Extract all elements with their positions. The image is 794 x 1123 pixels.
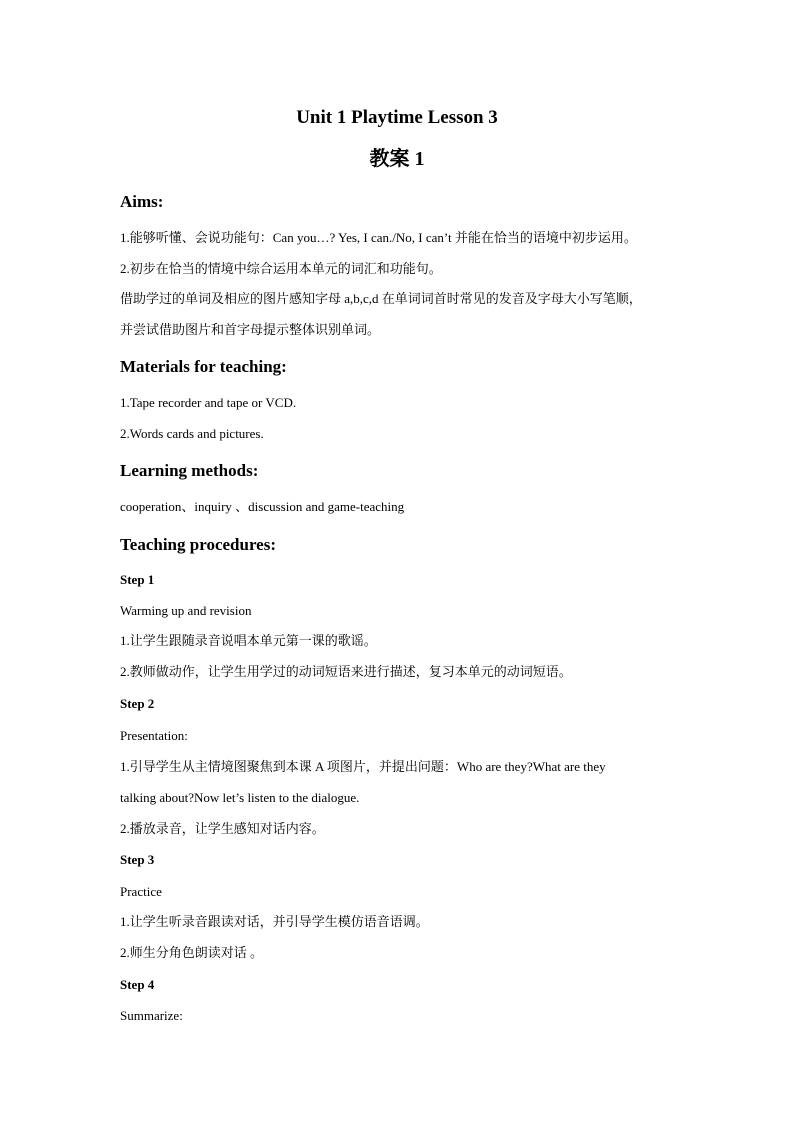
step-2-line-3: talking about?Now let’s listen to the dialogue. [120,790,360,805]
step-4-label: Step 4 [120,977,155,992]
step-2-line-4: 2.播放录音，让学生感知对话内容。 [120,821,325,836]
aims-line-4: 并尝试借助图片和首字母提示整体识别单词。 [120,322,381,337]
methods-line-1: cooperation、inquiry 、discussion and game-teaching [120,499,405,514]
step-2-label: Step 2 [120,696,155,711]
methods-heading: Learning methods: [120,461,259,480]
document-title: Unit 1 Playtime Lesson 3 [296,107,498,128]
step-3-line-2: 1.让学生听录音跟读对话，并引导学生模仿语音语调。 [120,914,429,929]
materials-heading: Materials for teaching: [120,357,287,376]
aims-line-3: 借助学过的单词及相应的图片感知字母 a,b,c,d 在单词词首时常见的发音及字母大小写笔顺， [120,291,642,306]
step-1-line-3: 2.教师做动作，让学生用学过的动词短语来进行描述，复习本单元的动词短语。 [120,664,572,679]
step-2-line-2: 1.引导学生从主情境图聚焦到本课 A 项图片，并提出问题：Who are they?What are they [120,759,606,774]
aims-line-2: 2.初步在恰当的情境中综合运用本单元的词汇和功能句。 [120,261,442,276]
step-2-line-1: Presentation: [120,728,188,743]
step-3-line-3: 2.师生分角色朗读对话 。 [120,945,264,960]
materials-line-2: 2.Words cards and pictures. [120,426,264,441]
step-1-line-2: 1.让学生跟随录音说唱本单元第一课的歌谣。 [120,633,377,648]
materials-line-1: 1.Tape recorder and tape or VCD. [120,395,297,410]
step-3-label: Step 3 [120,852,155,867]
step-3-line-1: Practice [120,884,162,899]
document-subtitle: 教案 1 [369,148,425,170]
procedures-heading: Teaching procedures: [120,535,277,554]
step-1-label: Step 1 [120,572,155,587]
aims-line-1: 1.能够听懂、会说功能句：Can you…? Yes, I can./No, I can’t 并能在恰当的语境中初步运用。 [120,230,637,245]
aims-heading: Aims: [120,192,164,211]
step-4-line-1: Summarize: [120,1008,183,1023]
step-1-line-1: Warming up and revision [120,603,252,618]
